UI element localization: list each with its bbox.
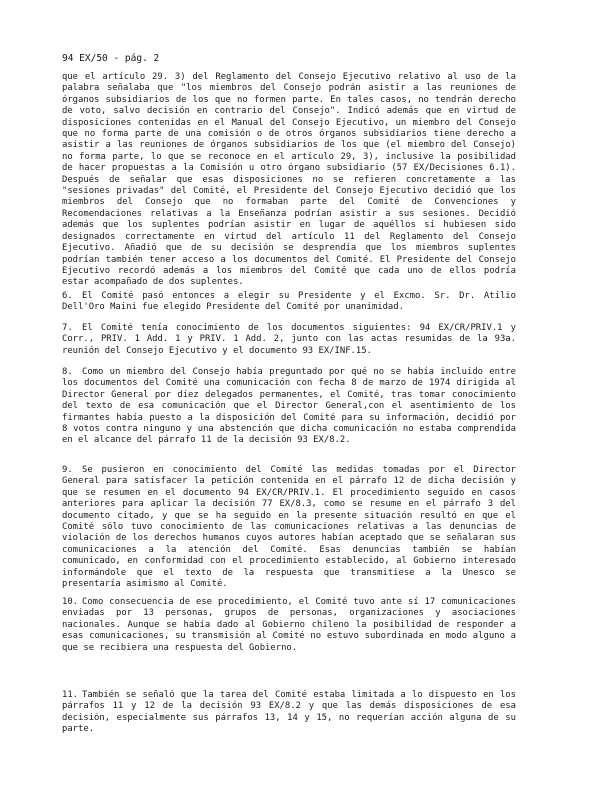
item-text: Como consecuencia de ese procedimiento, el Comité tuvo ante sí 17 comunicaciones enviadas por 13 personas, grupos de personas, organizaciones y asociaciones nacionales. Aunque se había dado al Gobierno chileno la posibilidad de responder a esas comunicaciones, su transmisión al Comité no estuvo subordinada en modo alguno a que se recibiera una respuesta del Gobierno.	[62, 597, 516, 653]
item-text: Como un miembro del Consejo había preguntado por qué no se había incluido entre los documentos del Comité una comunicación con fecha 8 de marzo de 1974 dirigida al Director General por diez delegados permanentes, el Comité, tras tomar conocimiento del texto de esa comunicación que el Director General,con el asentimiento de los firmantes había puesto a la disposición del Comité para su información, decidió por 8 votos contra ninguno y una abstención que dicha comunicación no estaba comprendida en el alcance del párrafo 11 de la decisión 93 EX/8.2.	[62, 367, 516, 446]
item-number: 7.	[62, 323, 73, 333]
intro-paragraph: que el artículo 29. 3) del Reglamento del Consejo Ejecutivo relativo al uso de la palabra señalaba que "los miembros del Consejo podrán asistir a las reuniones de órganos subsidiarios de los que no formen parte. En tales casos, no tendrán derecho de voto, salvo decisión en contrario del Consejo". Indicó además que en virtud de disposiciones contenidas en el Manual del Consejo Ejecutivo, un miembro del Consejo que no forma parte de una comisión o de otros órganos subsidiarios tiene derecho a asistir a las reuniones de órganos subsidiarios de los que (el miembro del Consejo) no forma parte, lo que se reconoce en el artículo 29, 3), inclusive la posibilidad de hacer propuestas a la Comisión u otro órgano subsidiario (57 EX/Decisiones 6.1). Después de señalar que esas disposiciones no se refieren concretamente a las "sesiones privadas" del Comité, el Presidente del Consejo Ejecutivo decidió que los miembros del Consejo que no formaban parte del Comité de Convenciones y Recomendaciones relativas a la Enseñanza podrían asistir a sus sesiones. Decidió además que los suplentes podrían asistir en lugar de aquéllos si hubiesen sido designados correctamente en virtud del artículo 11 del Reglamento del Consejo Ejecutivo. Añadió que de su decisión se desprendía que los miembros suplentes podrían también tener acceso a los documentos del Comité. El Presidente del Consejo Ejecutivo recordó además a los miembros del Comité que cada uno de ellos podría estar acompañado de dos suplentes.	[62, 72, 516, 288]
item-number: 10.	[62, 597, 79, 607]
item-text: El Comité pasó entonces a elegir su Presidente y el Excmo. Sr. Dr. Atilio Dell'Oro Maini fue elegido Presidente del Comité por unanimidad.	[62, 291, 516, 313]
page-header: 94 EX/50 - pág. 2	[62, 53, 160, 64]
item-number: 9.	[62, 465, 73, 475]
item-number: 11.	[62, 690, 79, 700]
item-text: El Comité tenía conocimiento de los documentos siguientes: 94 EX/CR/PRIV.1 y Corr., PRIV. 1 Add. 1 y PRIV. 1 Add. 2, junto con las actas resumidas de la 93a. reunión del Consejo Ejecutivo y el documento 93 EX/INF.15.	[62, 323, 516, 356]
item-text: Se pusieron en conocimiento del Comité las medidas tomadas por el Director General para satisfacer la petición contenida en el párrafo 12 de dicha decisión y que se resumen en el documento 94 EX/CR/PRIV.1. El procedimiento seguido en casos anteriores para aplicar la decisión 77 EX/8.3, como se resume en el párrafo 3 del documento citado, y que se ha seguido en la presente situación resultó en que el Comité sólo tuvo conocimiento de las comunicaciones relativas a las denuncias de violación de los derechos humanos cuyos autores habían aceptado que se señalaran sus comunicaciones a la atención del Comité. Esas denuncias también se habían comunicado, en conformidad con el procedimiento establecido, al Gobierno interesado informándole que el texto de la respuesta que transmitiese a la Unesco se presentaría asimismo al Comité.	[62, 465, 516, 590]
item-number: 6.	[62, 291, 73, 301]
item-number: 8.	[62, 367, 73, 377]
item-text: También se señaló que la tarea del Comité estaba limitada a lo dispuesto en los párrafos 11 y 12 de la decisión 93 EX/8.2 y que las demás disposiciones de esa decisión, especialmente sus párrafos 13, 14 y 15, no requerían acción alguna de su parte.	[62, 690, 516, 735]
